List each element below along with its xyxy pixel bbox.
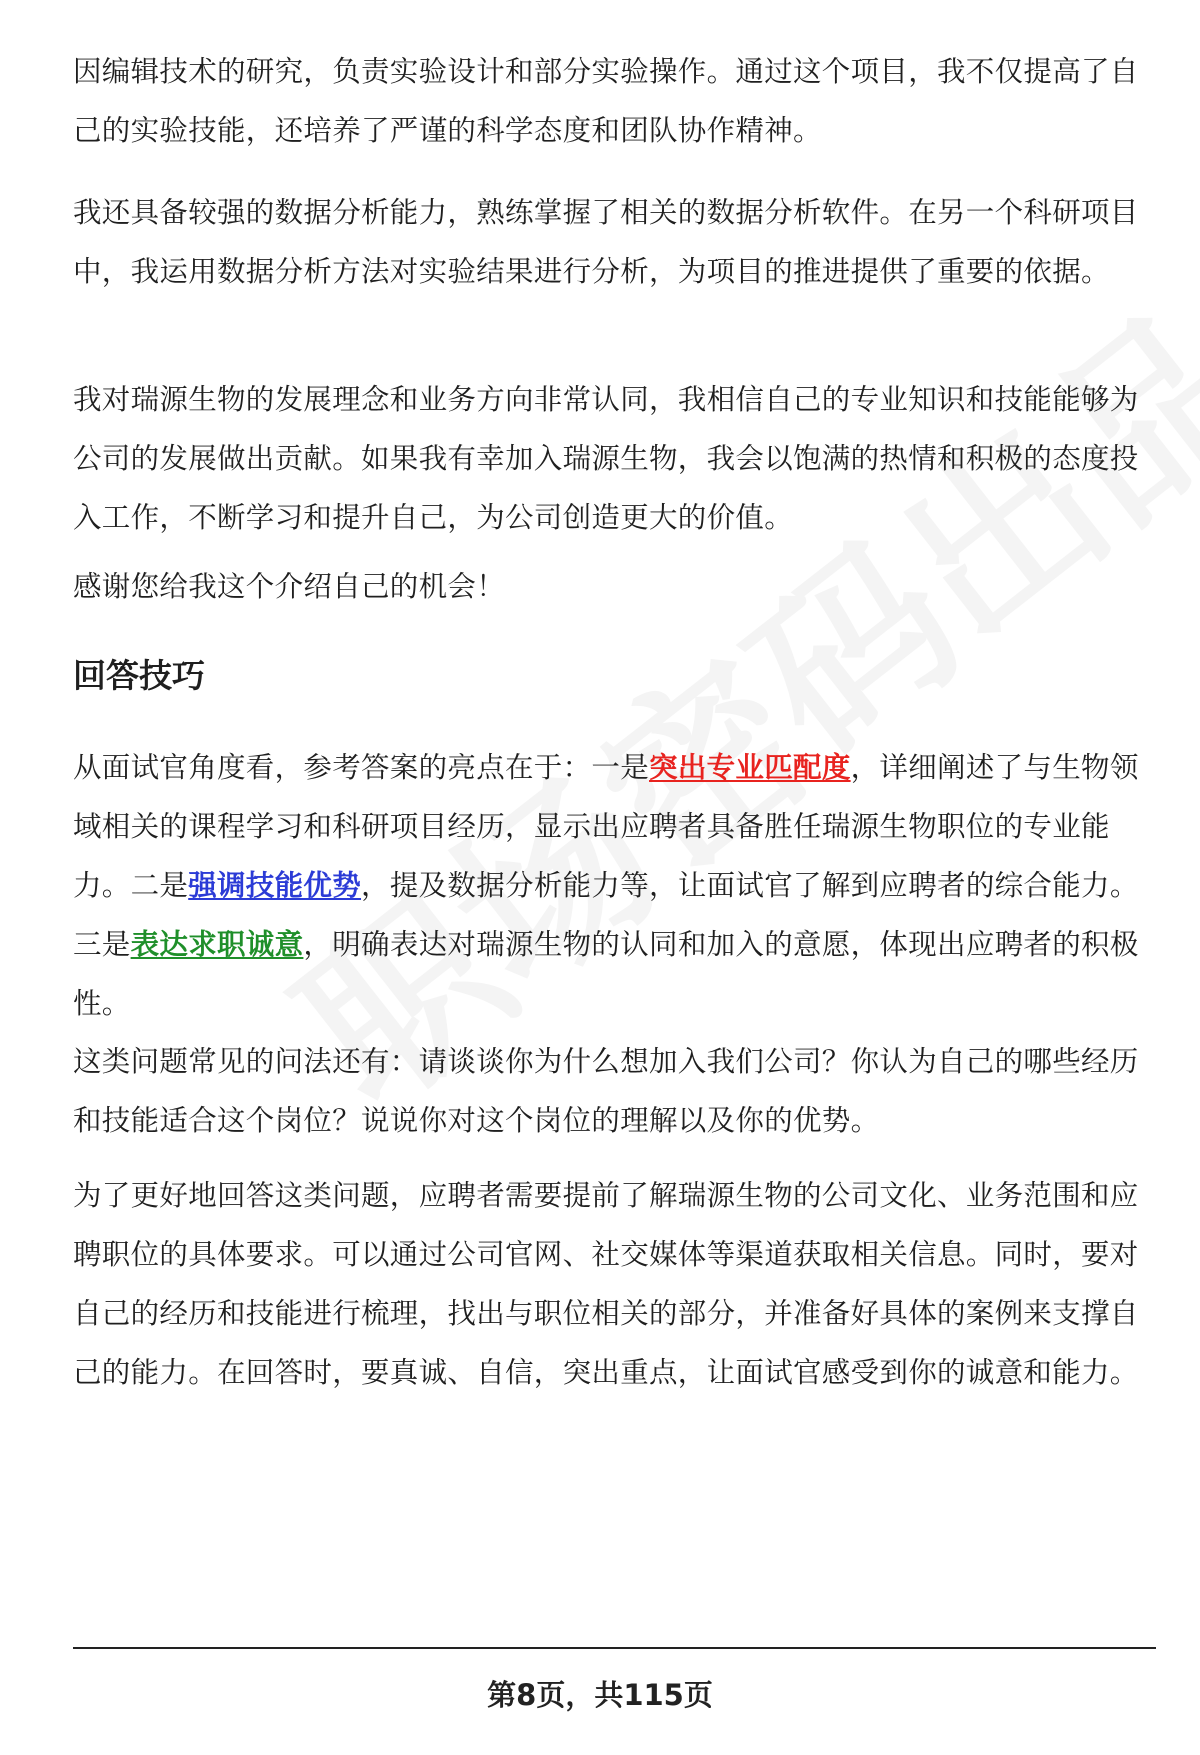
tips-text-3: ，提及数据分析能力等，让面试官了解到应聘者的综合能力。三是 [73, 869, 1139, 961]
tips-text-1: 从面试官角度看，参考答案的亮点在于：一是 [73, 751, 650, 784]
tips-text-2: ，详细阐述了与生物领域相关的课程学习和科研项目经历，显示出应聘者具备胜任瑞源生物职位的专业能力。二是 [73, 751, 1139, 902]
paragraph-common-questions: 这类问题常见的问法还有：请谈谈你为什么想加入我们公司？你认为自己的哪些经历和技能适合这个岗位？说说你对这个岗位的理解以及你的优势。 [73, 1045, 1139, 1137]
paragraph-thanks: 感谢您给我这个介绍自己的机会！ [73, 570, 506, 603]
highlight-professional-match: 突出专业匹配度 [649, 751, 851, 784]
paragraph-preparation-advice: 为了更好地回答这类问题，应聘者需要提前了解瑞源生物的公司文化、业务范围和应聘职位的具体要求。可以通过公司官网、社交媒体等渠道获取相关信息。同时，要对自己的经历和技能进行梳理，找出与职位相关的部分，并准备好具体的案例来支撑自己的能力。在回答时，要真诚、自信，突出重点，让面试官感受到你的诚意和能力。 [73, 1179, 1139, 1389]
paragraph-tips-highlights [73, 738, 1153, 1033]
footer-divider [73, 1647, 1156, 1649]
highlight-skill-advantage: 强调技能优势 [188, 869, 362, 902]
paragraph-company-fit: 我对瑞源生物的发展理念和业务方向非常认同，我相信自己的专业知识和技能能够为公司的发展做出贡献。如果我有幸加入瑞源生物，我会以饱满的热情和积极的态度投入工作，不断学习和提升自己，为公司创造更大的价值。 [73, 383, 1139, 534]
tips-text-4: ，明确表达对瑞源生物的认同和加入的意愿，体现出应聘者的积极性。 [73, 928, 1139, 1020]
paragraph-data-analysis: 我还具备较强的数据分析能力，熟练掌握了相关的数据分析软件。在另一个科研项目中，我运用数据分析方法对实验结果进行分析，为项目的推进提供了重要的依据。 [73, 196, 1139, 288]
highlight-job-sincerity: 表达求职诚意 [130, 928, 304, 961]
section-heading: 回答技巧 [73, 656, 205, 695]
page-number: 第8页，共115页 [487, 1678, 713, 1712]
paragraph-research-experience: 因编辑技术的研究，负责实验设计和部分实验操作。通过这个项目，我不仅提高了自己的实验技能，还培养了严谨的科学态度和团队协作精神。 [73, 55, 1139, 147]
